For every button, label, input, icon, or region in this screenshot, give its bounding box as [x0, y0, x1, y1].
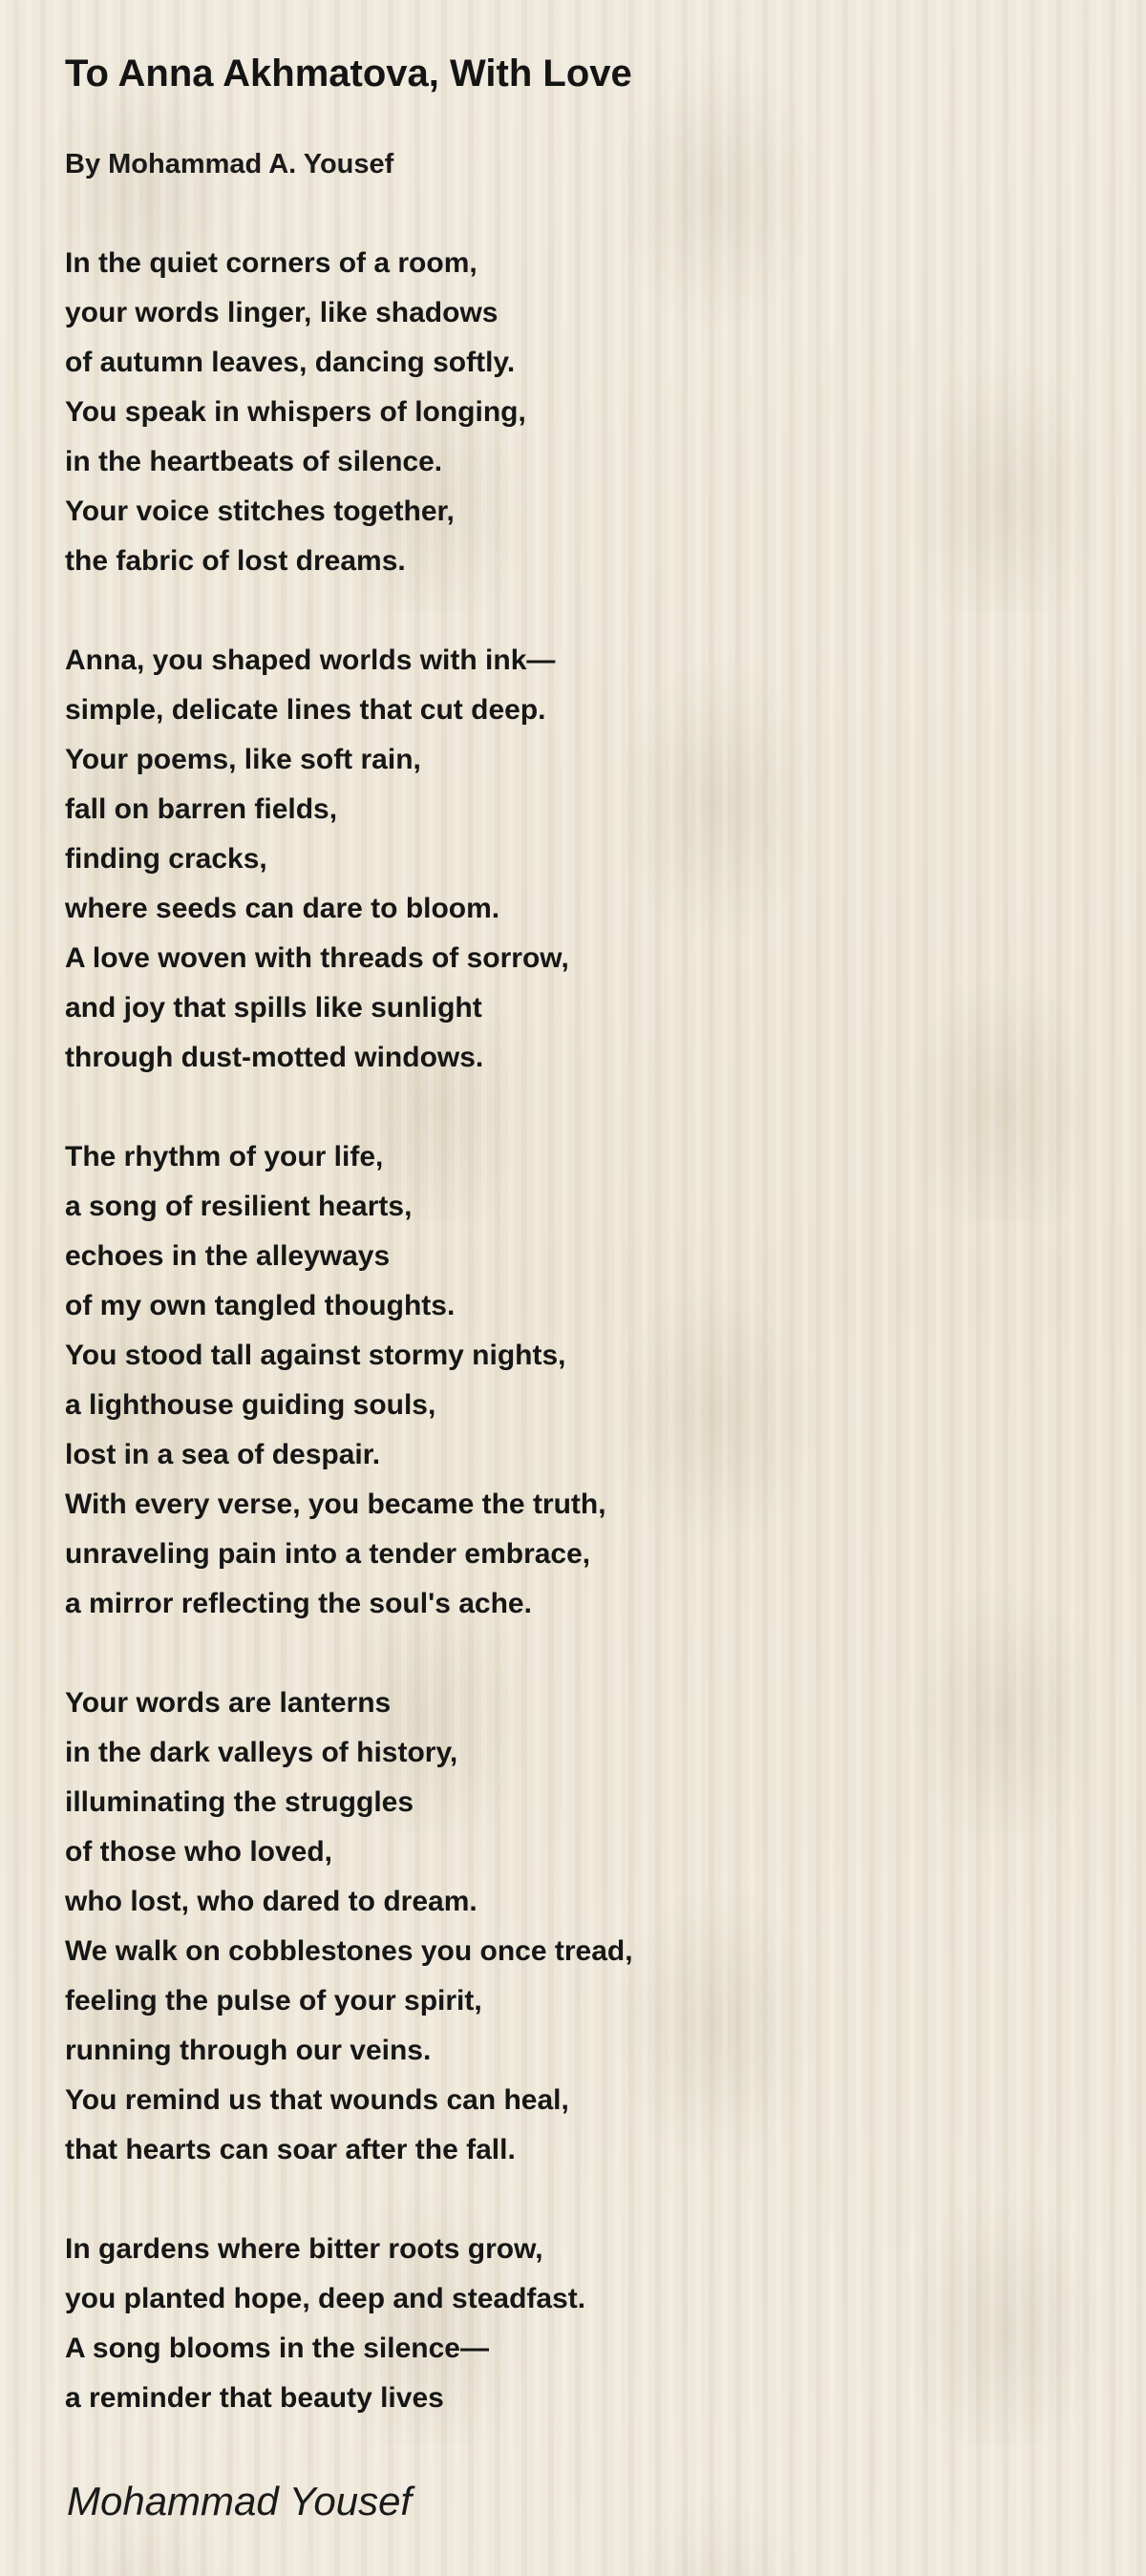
poem-stanza [65, 1679, 1096, 2175]
poem-title: To Anna Akhmatova, With Love [65, 53, 632, 95]
poem-line: fall on barren fields, [65, 793, 338, 825]
poem-line: finding cracks, [65, 843, 267, 875]
poem-line: echoes in the alleyways [65, 1240, 391, 1272]
poem-line: a lighthouse guiding souls, [65, 1389, 436, 1421]
poem-line: illuminating the struggles [65, 1786, 414, 1818]
poem-line: a reminder that beauty lives [65, 2382, 444, 2414]
poem-line: you planted hope, deep and steadfast. [65, 2283, 586, 2314]
poem-line: and joy that spills like sunlight [65, 992, 482, 1024]
poem-line: that hearts can soar after the fall. [65, 2134, 516, 2165]
poem-stanza [65, 2225, 1096, 2423]
poem-line: who lost, who dared to dream. [65, 1886, 478, 1917]
poem-line: You stood tall against stormy nights, [65, 1340, 566, 1371]
poem-line: the fabric of lost dreams. [65, 545, 406, 577]
poem-line: We walk on cobblestones you once tread, [65, 1935, 633, 1967]
poem-line: Your words are lanterns [65, 1687, 392, 1719]
poem-body [65, 239, 1096, 2423]
poem-line: unraveling pain into a tender embrace, [65, 1538, 591, 1570]
poem-line: simple, delicate lines that cut deep. [65, 694, 546, 726]
poem-line: a mirror reflecting the soul's ache. [65, 1588, 532, 1619]
poem-line: Anna, you shaped worlds with ink— [65, 644, 556, 676]
poem-line: feeling the pulse of your spirit, [65, 1985, 482, 2016]
poem-line: of autumn leaves, dancing softly. [65, 347, 516, 378]
poem-line: In the quiet corners of a room, [65, 247, 478, 279]
poem-line: your words linger, like shadows [65, 297, 499, 328]
poem-line: where seeds can dare to bloom. [65, 893, 500, 924]
poem-line: You remind us that wounds can heal, [65, 2084, 569, 2116]
poem-line: in the heartbeats of silence. [65, 446, 443, 477]
poem-line: In gardens where bitter roots grow, [65, 2233, 543, 2265]
poem-line: Your poems, like soft rain, [65, 744, 421, 775]
poem-stanza [65, 239, 1096, 586]
author-signature: Mohammad Yousef [67, 2479, 413, 2523]
poem-line: A love woven with threads of sorrow, [65, 942, 569, 974]
poem-line: Your voice stitches together, [65, 496, 455, 527]
poem-line: of those who loved, [65, 1836, 333, 1868]
poem-line: With every verse, you became the truth, [65, 1489, 606, 1520]
poem-line: running through our veins. [65, 2035, 432, 2066]
poem-byline: By Mohammad A. Yousef [65, 149, 394, 179]
poem-line: The rhythm of your life, [65, 1141, 384, 1172]
poem-line: A song blooms in the silence— [65, 2333, 489, 2364]
poem-line: in the dark valleys of history, [65, 1737, 458, 1768]
poem-line: You speak in whispers of longing, [65, 396, 526, 428]
poem-line: through dust-motted windows. [65, 1042, 484, 1073]
poem-stanza [65, 636, 1096, 1083]
poem-page [65, 48, 1096, 2473]
poem-line: lost in a sea of despair. [65, 1439, 381, 1470]
poem-line: of my own tangled thoughts. [65, 1290, 456, 1321]
poem-line: a song of resilient hearts, [65, 1191, 413, 1222]
poem-stanza [65, 1132, 1096, 1629]
